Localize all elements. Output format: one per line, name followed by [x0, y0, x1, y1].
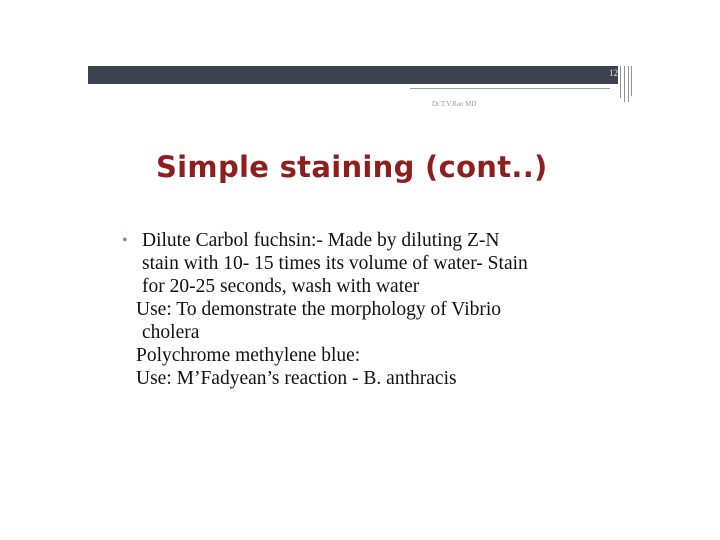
decorative-line [628, 66, 629, 102]
body-line: Polychrome methylene blue: [136, 345, 361, 366]
bullet-icon: • [122, 232, 128, 249]
body-line: Use: To demonstrate the morphology of Vibrio [136, 299, 502, 320]
continuation-line [122, 252, 602, 275]
header-band [88, 66, 618, 84]
author-credit: Dr.T.V.Rao MD [432, 100, 477, 108]
continuation-line [122, 321, 602, 344]
continuation-line [122, 367, 602, 390]
continuation-line [122, 344, 602, 367]
continuation-line [122, 298, 602, 321]
slide-body [122, 229, 602, 390]
slide-number: 12 [609, 68, 618, 78]
bullet-line [122, 229, 602, 252]
decorative-line [631, 66, 632, 96]
body-line: cholera [142, 322, 200, 343]
decorative-line [620, 66, 621, 98]
slide-title: Simple staining (cont..) [156, 150, 548, 184]
decorative-line [624, 66, 625, 102]
body-line: for 20-25 seconds, wash with water [142, 276, 420, 297]
body-line: stain with 10- 15 times its volume of water- Stain [142, 253, 528, 274]
continuation-line [122, 275, 602, 298]
header-divider [410, 88, 610, 89]
body-line: Dilute Carbol fuchsin:- Made by diluting Z-N [142, 230, 500, 251]
body-line: Use: M’Fadyean’s reaction - B. anthracis [136, 368, 457, 389]
